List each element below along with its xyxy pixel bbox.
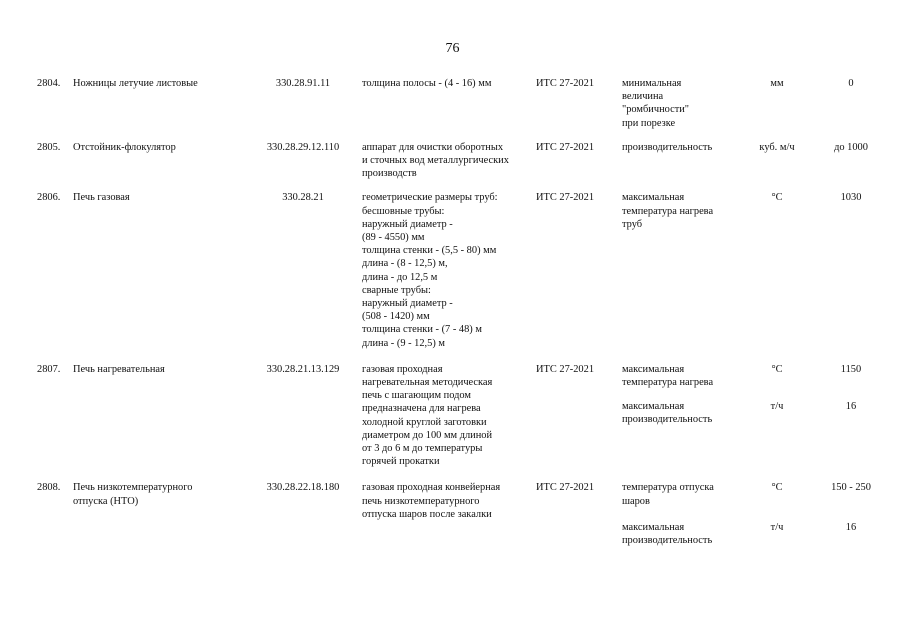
description-line: толщина полосы - (4 - 16) мм xyxy=(362,78,492,89)
parameter-unit: °С xyxy=(771,482,783,494)
equipment-description xyxy=(358,481,536,521)
parameter-unit: мм xyxy=(770,78,784,89)
parameters xyxy=(622,191,905,231)
parameter-row xyxy=(622,141,905,154)
equipment-description xyxy=(358,191,536,349)
description-line: наружный диаметр - xyxy=(362,298,453,310)
equipment-code: 330.28.21.13.129 xyxy=(266,363,340,375)
table-row xyxy=(0,481,905,547)
equipment-description xyxy=(358,141,536,181)
equipment-name-line: Печь нагревательная xyxy=(73,363,165,375)
row-spacer xyxy=(0,130,905,141)
reference-standard: ИТС 27-2021 xyxy=(536,192,595,204)
row-spacer xyxy=(0,468,905,481)
parameter-name-line: шаров xyxy=(622,495,650,507)
description-line: (508 - 1420) мм xyxy=(362,311,430,323)
parameter-name-line: максимальная xyxy=(622,401,685,413)
parameter-value: 150 - 250 xyxy=(831,482,871,494)
equipment-name xyxy=(73,191,248,204)
parameter-name-line: температура нагрева xyxy=(622,377,714,389)
description-line: нагревательная методическая xyxy=(362,377,493,389)
description-line: печь с шагающим подом xyxy=(362,390,471,402)
reference-standard: ИТС 27-2021 xyxy=(536,363,595,375)
table-row xyxy=(0,191,905,349)
description-line: длина - до 12,5 м xyxy=(362,271,438,283)
reference-standard: ИТС 27-2021 xyxy=(536,482,595,494)
parameter-spacer xyxy=(622,508,905,521)
parameter-spacer xyxy=(622,389,905,400)
equipment-name-line: Ножницы летучие листовые xyxy=(73,78,198,89)
parameter-unit: т/ч xyxy=(770,521,784,533)
description-line: (89 - 4550) мм xyxy=(362,232,425,244)
records-table xyxy=(0,77,905,547)
parameter-name xyxy=(622,141,750,154)
description-line: предназначена для нагрева xyxy=(362,403,481,415)
equipment-name-line: Печь низкотемпературного xyxy=(73,482,193,494)
parameter-name-line: производительность xyxy=(622,414,713,426)
parameter-name-line: максимальная xyxy=(622,363,685,375)
description-line: длина - (8 - 12,5) м, xyxy=(362,258,448,270)
equipment-description xyxy=(358,363,536,469)
parameter-row xyxy=(622,521,905,547)
parameter-name-line: труб xyxy=(622,218,643,230)
table-row xyxy=(0,363,905,469)
equipment-name xyxy=(73,77,248,90)
parameter-unit: т/ч xyxy=(770,401,784,413)
description-line: производств xyxy=(362,168,417,180)
equipment-name xyxy=(73,481,248,507)
parameter-name-line: величина xyxy=(622,91,664,103)
record-number: 2807. xyxy=(37,363,61,375)
parameter-name-line: производительность xyxy=(622,141,713,153)
parameter-name-line: температура нагрева xyxy=(622,205,714,217)
equipment-name xyxy=(73,363,248,376)
description-line: печь низкотемпературного xyxy=(362,495,480,507)
description-line: бесшовные трубы: xyxy=(362,205,445,217)
description-line: сварные трубы: xyxy=(362,284,431,296)
description-line: холодной круглой заготовки xyxy=(362,416,487,428)
parameters xyxy=(622,77,905,130)
parameter-unit: °С xyxy=(771,192,783,204)
parameter-value: 16 xyxy=(845,401,857,413)
description-line: толщина стенки - (7 - 48) м xyxy=(362,324,482,336)
parameter-name-line: минимальная xyxy=(622,78,682,89)
description-line: горячей прокатки xyxy=(362,456,440,468)
parameter-value: 1150 xyxy=(840,363,862,375)
description-line: геометрические размеры труб: xyxy=(362,192,498,204)
equipment-name-line: Отстойник-флокулятор xyxy=(73,141,176,153)
row-spacer xyxy=(0,180,905,191)
parameter-name xyxy=(622,521,750,547)
parameter-value: 1030 xyxy=(840,192,862,204)
equipment-name xyxy=(73,141,248,154)
record-number: 2804. xyxy=(37,78,61,89)
parameter-row xyxy=(622,363,905,389)
reference-standard: ИТС 27-2021 xyxy=(536,141,595,153)
parameter-value: 0 xyxy=(848,78,854,89)
record-number: 2808. xyxy=(37,482,61,494)
parameter-name xyxy=(622,363,750,389)
parameter-row xyxy=(622,77,905,130)
table-row xyxy=(0,141,905,181)
reference-standard: ИТС 27-2021 xyxy=(536,78,595,89)
parameters xyxy=(622,141,905,154)
description-line: наружный диаметр - xyxy=(362,218,453,230)
parameter-name-line: температура отпуска xyxy=(622,482,714,494)
description-line: и сточных вод металлургических xyxy=(362,155,509,167)
description-line: диаметром до 100 мм длиной xyxy=(362,429,493,441)
equipment-code: 330.28.22.18.180 xyxy=(266,482,340,494)
equipment-name-line: Печь газовая xyxy=(73,192,130,204)
description-line: газовая проходная xyxy=(362,363,443,375)
equipment-code: 330.28.21 xyxy=(282,192,324,204)
parameter-value: 16 xyxy=(845,521,857,533)
record-number: 2805. xyxy=(37,141,61,153)
parameters xyxy=(622,363,905,427)
page-number: 76 xyxy=(445,41,460,56)
parameter-name-line: "ромбичности" xyxy=(622,104,690,116)
parameter-name-line: максимальная xyxy=(622,192,685,204)
description-line: аппарат для очистки оборотных xyxy=(362,141,504,153)
parameter-row xyxy=(622,481,905,507)
parameter-unit: °С xyxy=(771,363,783,375)
equipment-description xyxy=(358,77,536,90)
parameter-name-line: максимальная xyxy=(622,521,685,533)
parameter-row xyxy=(622,191,905,231)
parameter-value: до 1000 xyxy=(834,141,868,153)
equipment-name-line: отпуска (НТО) xyxy=(73,495,139,507)
parameter-name-line: при порезке xyxy=(622,117,676,129)
parameter-name xyxy=(622,77,750,130)
parameter-name xyxy=(622,481,750,507)
description-line: отпуска шаров после закалки xyxy=(362,508,492,520)
equipment-code: 330.28.29.12.110 xyxy=(266,141,340,153)
parameter-unit: куб. м/ч xyxy=(759,141,795,153)
description-line: газовая проходная конвейерная xyxy=(362,482,501,494)
table-row xyxy=(0,77,905,130)
parameter-name xyxy=(622,191,750,231)
description-line: толщина стенки - (5,5 - 80) мм xyxy=(362,245,497,257)
record-number: 2806. xyxy=(37,192,61,204)
parameters xyxy=(622,481,905,547)
parameter-row xyxy=(622,400,905,426)
row-spacer xyxy=(0,350,905,363)
description-line: от 3 до 6 м до температуры xyxy=(362,443,483,455)
parameter-name xyxy=(622,400,750,426)
parameter-name-line: производительность xyxy=(622,535,713,547)
description-line: длина - (9 - 12,5) м xyxy=(362,337,445,349)
equipment-code: 330.28.91.11 xyxy=(275,78,331,89)
